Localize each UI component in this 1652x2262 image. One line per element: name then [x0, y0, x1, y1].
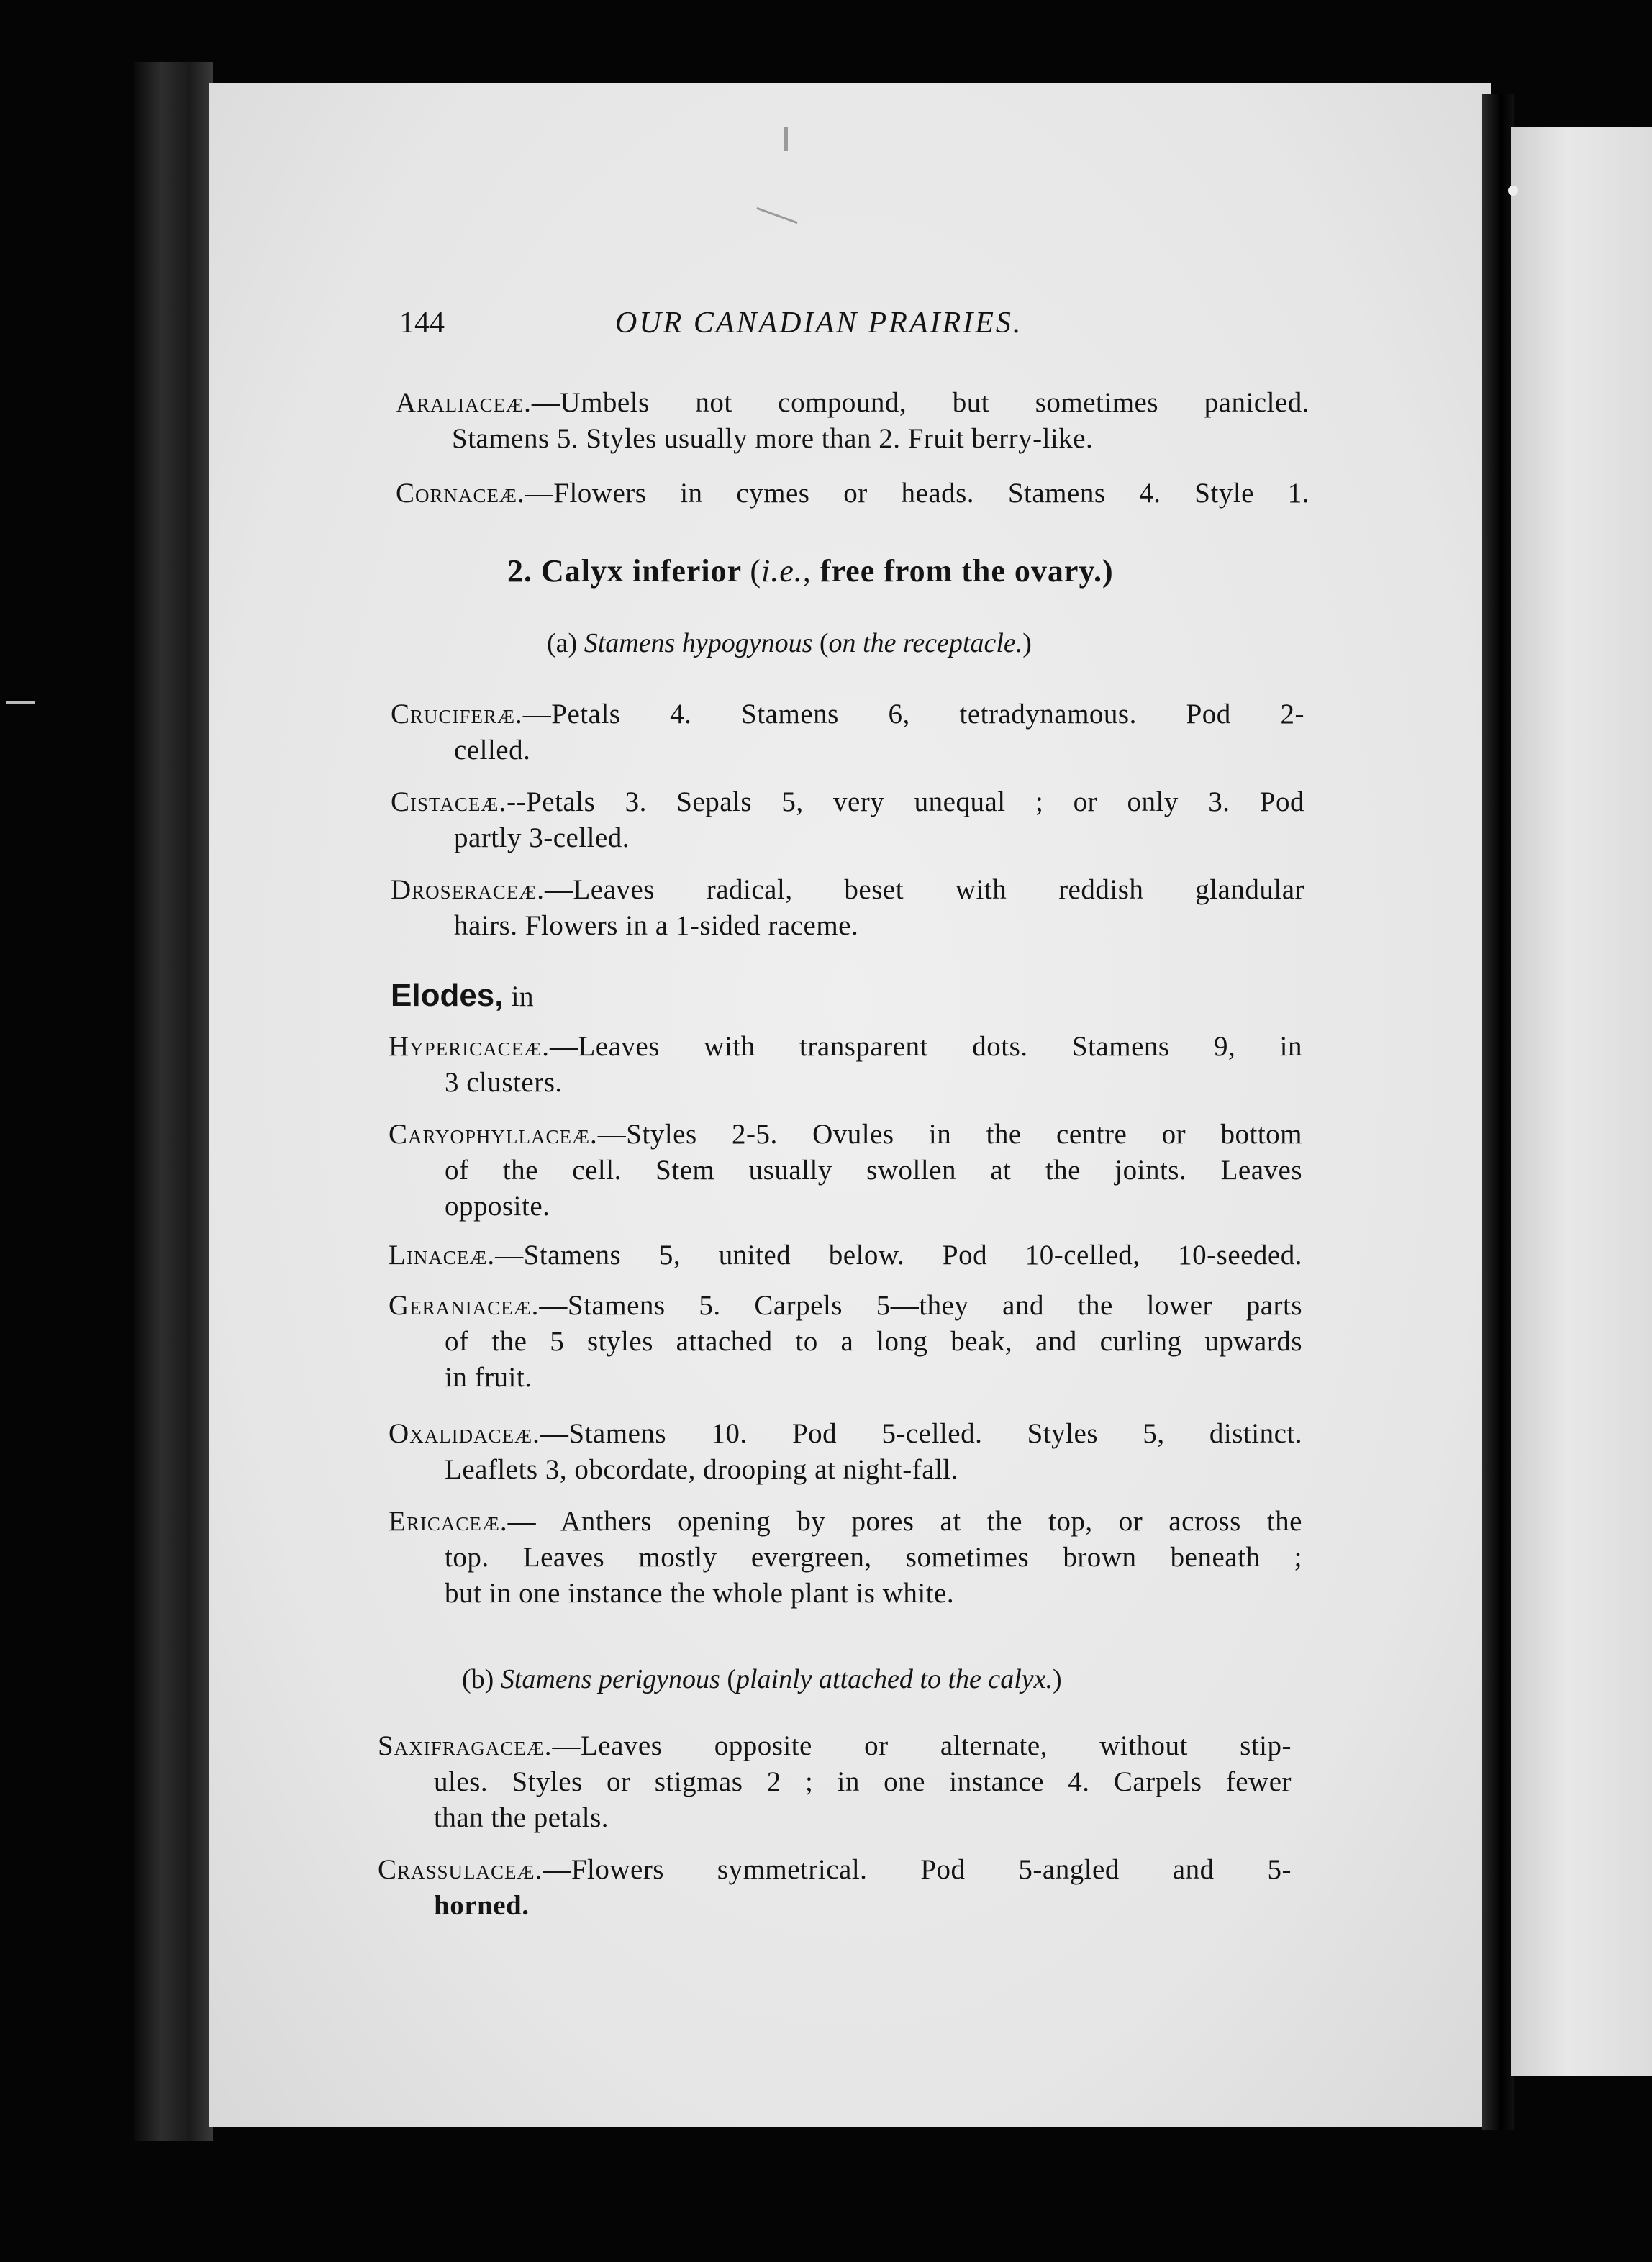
family-name: Cruciferæ.: [391, 699, 523, 730]
entry-droseraceae: [391, 872, 1304, 944]
family-name: Linaceæ.: [389, 1240, 496, 1271]
entry-text: — Anthers opening by pores at the top, or across the: [507, 1506, 1302, 1537]
sub-paren: (: [727, 1664, 736, 1694]
entry-text: —Stamens 5, united below. Pod 10-celled, 10-seeded.: [495, 1240, 1302, 1271]
entry-text: —Leaves opposite or alternate, without stip-: [552, 1730, 1292, 1761]
entry-text: —Styles 2-5. Ovules in the centre or bottom: [597, 1119, 1302, 1150]
elodes-bold: Elodes,: [391, 978, 504, 1013]
section-heading: [507, 553, 1114, 589]
scan-speck: [784, 127, 788, 151]
family-name: Crassulaceæ.: [378, 1854, 543, 1885]
entry-text: ules. Styles or stigmas 2 ; in one instance 4. Carpels fewer: [434, 1766, 1292, 1797]
elodes-in: in: [511, 980, 534, 1012]
entry-ericaceae: [389, 1504, 1302, 1612]
book-title: OUR CANADIAN PRAIRIES.: [615, 306, 1023, 340]
sub-italic: plainly attached to the calyx.: [736, 1664, 1053, 1694]
section-paren: (: [750, 553, 762, 589]
entry-saxifragaceae: [378, 1728, 1292, 1836]
family-name: Oxalidaceæ.: [389, 1418, 540, 1449]
entry-cistaceae: [391, 784, 1304, 856]
sub-paren: (: [819, 628, 829, 658]
entry-text: than the petals.: [434, 1802, 609, 1833]
entry-text: —Petals 4. Stamens 6, tetradynamous. Pod 2-: [522, 699, 1304, 730]
entry-text: in fruit.: [445, 1362, 532, 1393]
entry-text: opposite.: [445, 1191, 550, 1222]
scan-speck: [6, 701, 35, 704]
facing-page: [1511, 127, 1652, 2076]
entry-text: —Leaves with transparent dots. Stamens 9, in: [549, 1031, 1302, 1062]
section-rest: free from the ovary.): [811, 553, 1114, 589]
entry-text: —Leaves radical, beset with reddish glandular: [544, 874, 1304, 905]
section-number: 2.: [507, 553, 532, 589]
entry-text: —Umbels not compound, but sometimes panicled.: [531, 387, 1310, 418]
entry-geraniaceae: [389, 1288, 1302, 1396]
scan-speck: [1508, 186, 1518, 196]
sub-paren: ): [1022, 628, 1032, 658]
entry-text: of the cell. Stem usually swollen at the joints. Leaves: [445, 1155, 1302, 1186]
entry-text: —Flowers symmetrical. Pod 5-angled and 5-: [543, 1854, 1292, 1885]
entry-text: celled.: [454, 735, 531, 766]
entry-text: —Stamens 10. Pod 5-celled. Styles 5, distinct.: [540, 1418, 1302, 1449]
entry-text: horned.: [434, 1890, 530, 1921]
entry-cornaceae: [396, 476, 1310, 512]
entry-text: but in one instance the whole plant is white.: [445, 1578, 955, 1609]
entry-text: 3 clusters.: [445, 1067, 563, 1098]
sub-paren: ): [1053, 1664, 1062, 1694]
family-name: Geraniaceæ.: [389, 1290, 540, 1321]
entry-hypericaceae: [389, 1029, 1302, 1101]
family-name: Hypericaceæ.: [389, 1031, 550, 1062]
entry-text: top. Leaves mostly evergreen, sometimes brown beneath ;: [445, 1542, 1302, 1573]
entry-linaceae: [389, 1237, 1302, 1273]
subheading-b: [462, 1663, 1062, 1695]
family-name: Ericaceæ.: [389, 1506, 508, 1537]
entry-caryophyllaceae: [389, 1117, 1302, 1225]
sub-italic: Stamens perigynous: [500, 1664, 720, 1694]
book-edge: [134, 62, 213, 2141]
sub-label: (b): [462, 1664, 494, 1694]
sub-italic: Stamens hypogynous: [584, 628, 813, 658]
entry-crassulaceae: [378, 1852, 1292, 1924]
entry-text: —Flowers in cymes or heads. Stamens 4. Style 1.: [525, 478, 1310, 509]
family-name: Droseraceæ.: [391, 874, 545, 905]
subheading-a: [547, 627, 1032, 659]
entry-text: hairs. Flowers in a 1-sided raceme.: [454, 910, 859, 941]
section-title: Calyx inferior: [541, 553, 742, 589]
section-ie: i.e.,: [761, 553, 812, 589]
entry-text: —Stamens 5. Carpels 5—they and the lower parts: [539, 1290, 1302, 1321]
family-name: Araliaceæ.: [396, 387, 532, 418]
entry-text: Stamens 5. Styles usually more than 2. Fruit berry-like.: [452, 423, 1094, 454]
family-name: Cornaceæ.: [396, 478, 525, 509]
entry-cruciferae: [391, 696, 1304, 768]
entry-text: partly 3-celled.: [454, 822, 630, 853]
entry-text: --Petals 3. Sepals 5, very unequal ; or only 3. Pod: [507, 786, 1304, 817]
sub-label: (a): [547, 628, 578, 658]
entry-araliaceae: [396, 385, 1310, 457]
entry-oxalidaceae: [389, 1416, 1302, 1488]
sub-italic: on the receptacle.: [828, 628, 1023, 658]
entry-text: of the 5 styles attached to a long beak, and curling upwards: [445, 1326, 1302, 1357]
page-number: 144: [399, 306, 445, 340]
book-gutter: [1482, 94, 1514, 2130]
family-name: Cistaceæ.: [391, 786, 507, 817]
family-name: Caryophyllaceæ.: [389, 1119, 598, 1150]
elodes-heading: [391, 977, 534, 1014]
entry-text: Leaflets 3, obcordate, drooping at night-fall.: [445, 1454, 958, 1485]
running-head: [399, 306, 1335, 349]
family-name: Saxifragaceæ.: [378, 1730, 553, 1761]
